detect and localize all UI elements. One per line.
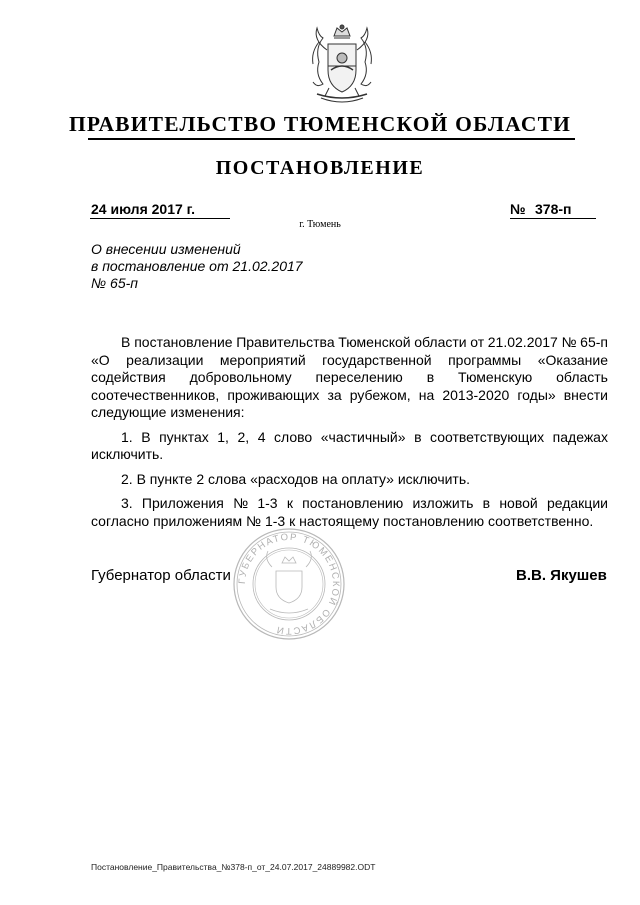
word: мероприятий [219, 351, 306, 368]
coat-of-arms-icon [299, 22, 385, 108]
stamp-text: ГУБЕРНАТОР ТЮМЕНСКОЙ ОБЛАСТИ [236, 531, 342, 637]
file-name-footer: Постановление_Правительства_№378-п_от_24.07.2017_24889982.ODT [91, 862, 376, 872]
paragraph-line [91, 352, 608, 370]
word: постановлению [302, 495, 404, 511]
word: в [482, 495, 491, 511]
word: пунктах [159, 428, 209, 445]
word: программы [448, 351, 522, 368]
svg-text:ГУБЕРНАТОР ТЮМЕНСКОЙ ОБЛАСТИ [237, 532, 341, 636]
word: на [418, 386, 435, 403]
paragraph-line: следующие изменения: [91, 404, 245, 420]
word: в [426, 369, 435, 385]
word: 2013-2020 [442, 386, 510, 403]
paragraph-line [91, 429, 608, 447]
word: область [556, 369, 608, 385]
word: слово [274, 428, 313, 445]
word: 3. [121, 495, 133, 511]
word: переселению [315, 369, 403, 385]
word: содействия [91, 369, 166, 385]
word: реализации [126, 351, 204, 368]
word: Тюменскую [458, 369, 533, 385]
paragraph-line [91, 387, 608, 405]
paragraph-line: согласно приложениям № 1-3 к настоящему постановлению соответственно. [91, 512, 594, 529]
paragraph-line [91, 495, 608, 513]
paragraph-line [91, 334, 608, 352]
word: годы» [517, 386, 556, 403]
document-date: 24 июля 2017 г. [91, 201, 195, 217]
word: Правительства [236, 334, 335, 350]
word: за [327, 386, 342, 403]
word: № [233, 495, 249, 511]
word: от [470, 334, 485, 350]
subject-line: О внесении изменений [91, 241, 241, 257]
word: 21.02.2017 [487, 334, 558, 350]
paragraph-line: исключить. [91, 446, 164, 462]
word: 1-3 [257, 495, 278, 511]
word: соотечественников, [91, 386, 220, 403]
word: 2, [237, 428, 250, 445]
word: редакции [546, 495, 608, 511]
paragraph-line [91, 369, 608, 387]
word: Тюменской [338, 334, 411, 350]
header-rule [88, 138, 575, 140]
document-subject [91, 241, 303, 292]
word: государственной [322, 351, 432, 368]
word: проживающих [227, 386, 320, 403]
word: в [414, 428, 422, 445]
word: 1. [121, 428, 133, 445]
government-title: ПРАВИТЕЛЬСТВО ТЮМЕНСКОЙ ОБЛАСТИ [68, 112, 572, 136]
word: «О [91, 351, 110, 368]
word: № [561, 334, 577, 350]
word: соответствующих [430, 428, 545, 445]
subject-line: в постановление от 21.02.2017 [91, 258, 303, 274]
word: 4 [257, 428, 266, 445]
city: г. Тюмень [299, 219, 341, 230]
signer-name: В.В. Якушев [516, 567, 607, 584]
word: изложить [412, 495, 474, 511]
word: новой [499, 495, 538, 511]
number-sign: № [510, 201, 526, 217]
document-body [91, 334, 608, 530]
word: Приложения [141, 495, 224, 511]
word: к [286, 495, 293, 511]
word: рубежом, [349, 386, 411, 403]
word: 1, [217, 428, 229, 445]
signer-title: Губернатор области [91, 567, 231, 584]
word: добровольному [189, 369, 292, 385]
word: В постановление [121, 334, 233, 350]
word: падежах [552, 428, 608, 445]
paragraph-line: 2. В пункте 2 слова «расходов на оплату» исключить. [121, 470, 471, 487]
word: 65-п [580, 334, 608, 350]
official-stamp [232, 527, 346, 641]
word: области [414, 334, 467, 350]
word: В [141, 428, 151, 445]
word: «Оказание [537, 351, 608, 368]
document-type: ПОСТАНОВЛЕНИЕ [215, 157, 425, 179]
subject-line: № 65-п [91, 275, 138, 291]
word: «частичный» [320, 428, 406, 445]
document-number: 378-п [535, 201, 572, 217]
word: внести [563, 386, 608, 403]
